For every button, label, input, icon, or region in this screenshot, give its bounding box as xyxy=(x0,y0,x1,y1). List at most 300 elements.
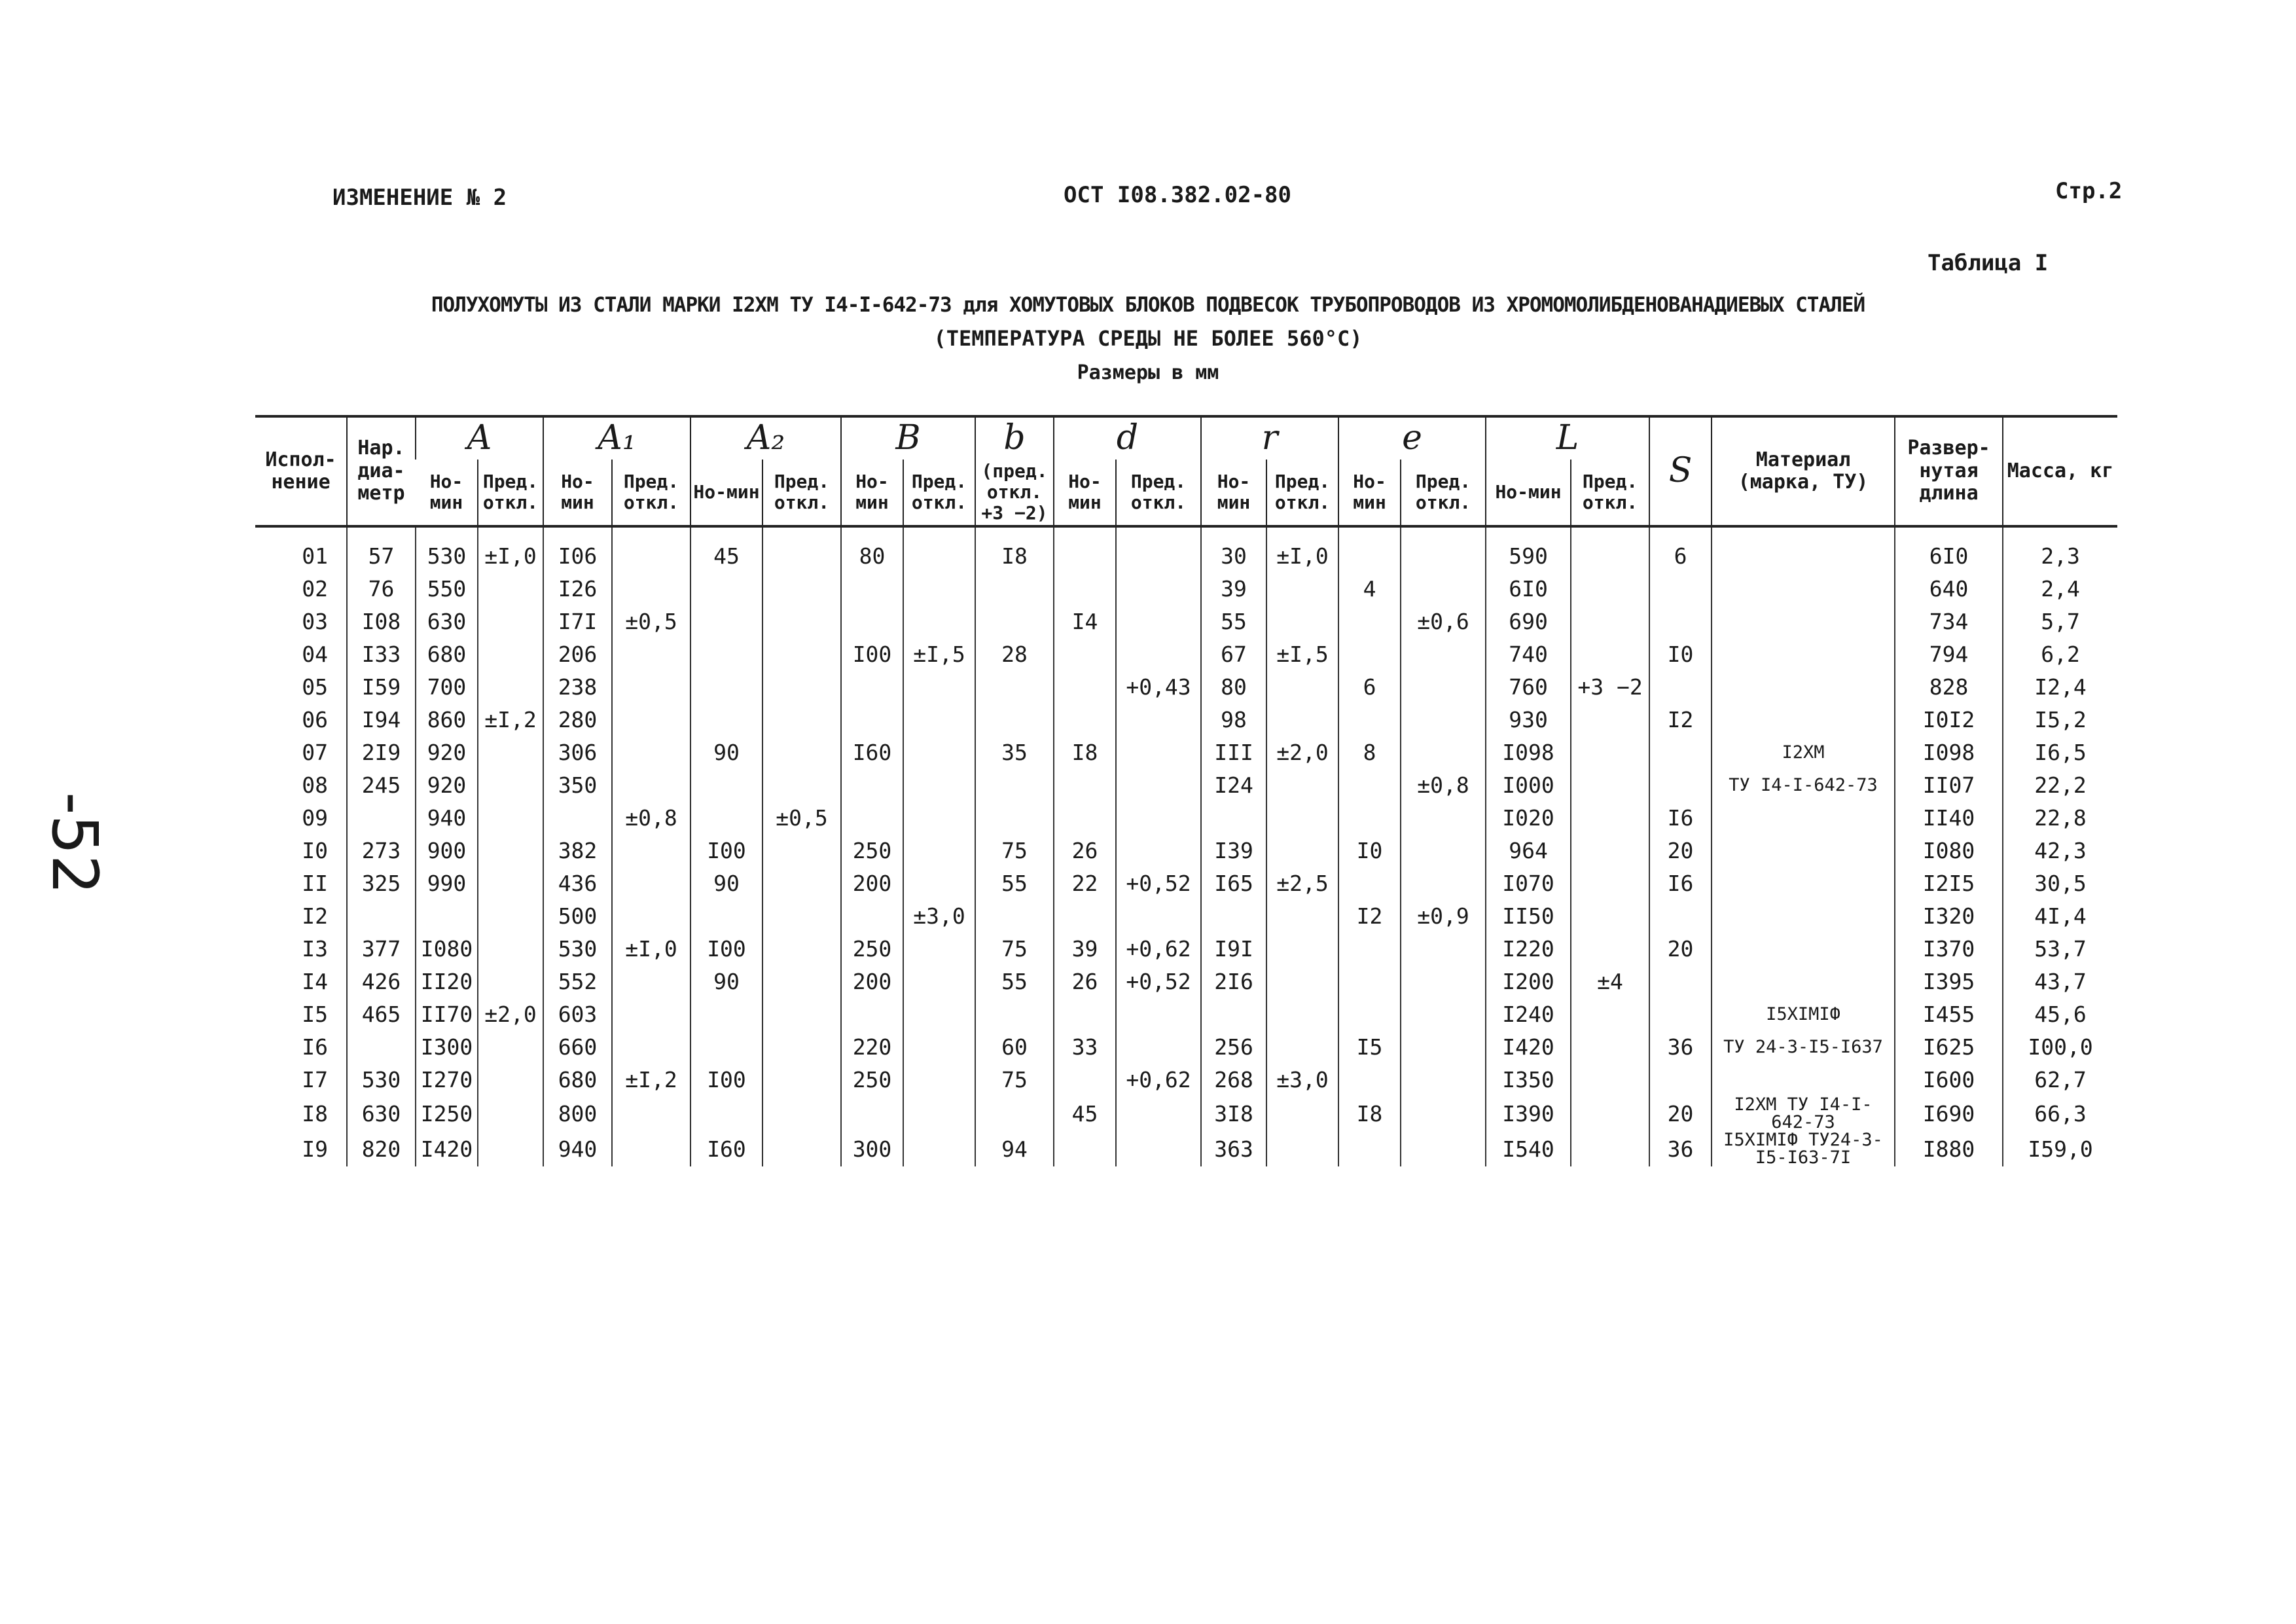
cell-d-pred xyxy=(1116,638,1201,670)
cell-r-nomin: 39 xyxy=(1201,572,1266,605)
cell-r-pred xyxy=(1266,703,1338,736)
cell-ispolnenie: 09 xyxy=(302,804,328,831)
cell-d-pred xyxy=(1116,572,1201,605)
cell-A2-pred xyxy=(762,638,841,670)
cell-A2-nomin: I00 xyxy=(691,1063,762,1096)
cell-r-pred: ±2,0 xyxy=(1266,736,1338,768)
cell-d-nomin xyxy=(1054,638,1116,670)
cell-L-pred xyxy=(1571,768,1649,801)
cell-b-nomin xyxy=(975,605,1054,638)
cell-B-pred xyxy=(903,1131,975,1166)
cell-e-nomin xyxy=(1338,1063,1401,1096)
cell-r-nomin: 98 xyxy=(1201,703,1266,736)
cell-A1-pred xyxy=(612,703,691,736)
table-row xyxy=(255,932,2117,965)
table-row xyxy=(255,834,2117,867)
cell-d-nomin xyxy=(1054,1063,1116,1096)
cell-r-pred xyxy=(1266,1030,1338,1063)
cell-r-pred xyxy=(1266,965,1338,998)
cell-A2-pred: ±0,5 xyxy=(762,801,841,834)
cell-A-nomin: II20 xyxy=(416,965,478,998)
cell-b-nomin: 60 xyxy=(975,1030,1054,1063)
cell-B-pred: ±3,0 xyxy=(903,899,975,932)
cell-r-nomin: 55 xyxy=(1201,605,1266,638)
cell-b-nomin xyxy=(975,572,1054,605)
cell-d-pred: +0,52 xyxy=(1116,867,1201,899)
cell-A2-nomin: I00 xyxy=(691,834,762,867)
cell-A2-nomin xyxy=(691,572,762,605)
cell-L-nomin: I020 xyxy=(1486,801,1571,834)
cell-B-pred xyxy=(903,526,975,572)
cell-r-pred xyxy=(1266,768,1338,801)
cell-A-pred xyxy=(478,801,543,834)
cell-e-nomin: 6 xyxy=(1338,670,1401,703)
cell-L-pred xyxy=(1571,1030,1649,1063)
cell-massa: I2,4 xyxy=(2003,670,2117,703)
cell-e-pred: ±0,9 xyxy=(1401,899,1486,932)
cell-r-pred xyxy=(1266,899,1338,932)
cell-L-nomin: I098 xyxy=(1486,736,1571,768)
cell-A-nomin: 530 xyxy=(416,526,478,572)
sub-pred-otkl: Пред. откл. xyxy=(1401,460,1486,527)
cell-A-nomin: I080 xyxy=(416,932,478,965)
cell-razvernutaya: I098 xyxy=(1895,736,2003,768)
cell-A1-pred xyxy=(612,768,691,801)
cell-material xyxy=(1712,965,1895,998)
cell-B-nomin: 250 xyxy=(841,932,903,965)
cell-S: 20 xyxy=(1649,1096,1712,1131)
sub-b-tolerance: (пред. откл. +3 −2) xyxy=(975,460,1054,527)
cell-A1-pred xyxy=(612,572,691,605)
cell-S: 36 xyxy=(1649,1030,1712,1063)
cell-A-nomin: 550 xyxy=(416,572,478,605)
cell-L-pred xyxy=(1571,703,1649,736)
cell-b-nomin xyxy=(975,998,1054,1030)
cell-razvernutaya: I0I2 xyxy=(1895,703,2003,736)
col-A2: A₂ xyxy=(691,416,841,460)
cell-r-nomin xyxy=(1201,998,1266,1030)
cell-d-pred: +0,52 xyxy=(1116,965,1201,998)
col-e: e xyxy=(1338,416,1486,460)
title-line-1: ПОЛУХОМУТЫ ИЗ СТАЛИ МАРКИ I2ХМ ТУ I4-I-642-73 для ХОМУТОВЫХ БЛОКОВ ПОДВЕСОК ТРУБОПРОВОДОВ ИЗ ХРОМОМОЛИБДЕНОВАНАДИЕВЫХ СТАЛЕЙ xyxy=(431,293,1865,317)
cell-material xyxy=(1712,899,1895,932)
cell-A2-pred xyxy=(762,670,841,703)
cell-ispolnenie: 08 xyxy=(302,772,328,798)
cell-r-pred: ±I,0 xyxy=(1266,526,1338,572)
cell-S xyxy=(1649,1063,1712,1096)
col-B: B xyxy=(841,416,975,460)
cell-S: I6 xyxy=(1649,801,1712,834)
cell-e-pred xyxy=(1401,572,1486,605)
cell-B-pred xyxy=(903,736,975,768)
cell-L-nomin: I240 xyxy=(1486,998,1571,1030)
cell-nar-diametr: I08 xyxy=(347,605,416,638)
cell-b-nomin xyxy=(975,703,1054,736)
cell-b-nomin xyxy=(975,768,1054,801)
cell-A-pred: ±I,2 xyxy=(478,703,543,736)
cell-L-nomin: I540 xyxy=(1486,1131,1571,1166)
cell-A1-pred xyxy=(612,899,691,932)
cell-material: ТУ I4-I-642-73 xyxy=(1712,768,1895,801)
cell-b-nomin: 75 xyxy=(975,1063,1054,1096)
cell-A2-nomin xyxy=(691,605,762,638)
cell-razvernutaya: 828 xyxy=(1895,670,2003,703)
cell-nar-diametr: 57 xyxy=(347,526,416,572)
cell-A2-pred xyxy=(762,899,841,932)
cell-L-nomin: II50 xyxy=(1486,899,1571,932)
cell-ispolnenie: I5 xyxy=(302,1001,328,1027)
cell-d-nomin: 22 xyxy=(1054,867,1116,899)
cell-S: 20 xyxy=(1649,834,1712,867)
cell-razvernutaya: 6I0 xyxy=(1895,526,2003,572)
cell-razvernutaya: I370 xyxy=(1895,932,2003,965)
cell-razvernutaya: 734 xyxy=(1895,605,2003,638)
cell-d-pred xyxy=(1116,834,1201,867)
cell-L-nomin: 740 xyxy=(1486,638,1571,670)
table-row xyxy=(255,1063,2117,1096)
cell-d-pred xyxy=(1116,1096,1201,1131)
cell-e-nomin xyxy=(1338,1131,1401,1166)
cell-A-nomin: 630 xyxy=(416,605,478,638)
cell-A1-nomin: 530 xyxy=(543,932,612,965)
cell-A2-nomin xyxy=(691,768,762,801)
cell-A-nomin: II70 xyxy=(416,998,478,1030)
sub-nomin: Но-мин xyxy=(691,460,762,527)
cell-e-pred xyxy=(1401,932,1486,965)
cell-A-pred xyxy=(478,965,543,998)
cell-ispolnenie: 07 xyxy=(302,739,328,765)
cell-d-nomin xyxy=(1054,703,1116,736)
cell-B-pred xyxy=(903,605,975,638)
sub-nomin: Но-мин xyxy=(1201,460,1266,527)
cell-A2-pred xyxy=(762,736,841,768)
cell-nar-diametr: 465 xyxy=(347,998,416,1030)
cell-L-pred xyxy=(1571,736,1649,768)
cell-e-nomin: 8 xyxy=(1338,736,1401,768)
col-massa: Масса, кг xyxy=(2003,416,2117,526)
cell-nar-diametr: 273 xyxy=(347,834,416,867)
cell-material xyxy=(1712,1063,1895,1096)
cell-e-pred xyxy=(1401,736,1486,768)
cell-r-pred xyxy=(1266,572,1338,605)
cell-A1-pred xyxy=(612,965,691,998)
cell-L-pred xyxy=(1571,1096,1649,1131)
cell-nar-diametr xyxy=(347,801,416,834)
cell-r-nomin: I24 xyxy=(1201,768,1266,801)
cell-r-pred xyxy=(1266,998,1338,1030)
cell-S xyxy=(1649,670,1712,703)
cell-A-pred xyxy=(478,834,543,867)
cell-A-nomin: 920 xyxy=(416,736,478,768)
cell-massa: 2,4 xyxy=(2003,572,2117,605)
cell-A1-nomin: 238 xyxy=(543,670,612,703)
cell-e-nomin xyxy=(1338,867,1401,899)
cell-b-nomin: 55 xyxy=(975,867,1054,899)
cell-b-nomin xyxy=(975,1096,1054,1131)
cell-massa: 43,7 xyxy=(2003,965,2117,998)
cell-b-nomin: 35 xyxy=(975,736,1054,768)
sub-pred-otkl: Пред. откл. xyxy=(903,460,975,527)
cell-b-nomin xyxy=(975,899,1054,932)
cell-ispolnenie: 01 xyxy=(302,543,328,569)
cell-B-nomin: 300 xyxy=(841,1131,903,1166)
cell-A1-nomin: 436 xyxy=(543,867,612,899)
cell-S xyxy=(1649,768,1712,801)
page-number: Стр.2 xyxy=(2055,178,2123,204)
cell-A-pred xyxy=(478,1063,543,1096)
cell-massa: 53,7 xyxy=(2003,932,2117,965)
cell-nar-diametr xyxy=(347,1030,416,1063)
cell-ispolnenie: 05 xyxy=(302,674,328,700)
cell-B-pred xyxy=(903,670,975,703)
cell-A2-pred xyxy=(762,1096,841,1131)
col-b: b xyxy=(975,416,1054,460)
cell-razvernutaya: 640 xyxy=(1895,572,2003,605)
cell-A2-pred xyxy=(762,526,841,572)
cell-A1-nomin: 680 xyxy=(543,1063,612,1096)
cell-A2-pred xyxy=(762,768,841,801)
cell-e-pred xyxy=(1401,670,1486,703)
cell-d-nomin: I4 xyxy=(1054,605,1116,638)
table-row xyxy=(255,736,2117,768)
cell-B-nomin: 80 xyxy=(841,526,903,572)
cell-e-nomin: I5 xyxy=(1338,1030,1401,1063)
cell-d-nomin: 26 xyxy=(1054,965,1116,998)
cell-B-nomin: 200 xyxy=(841,965,903,998)
cell-d-nomin xyxy=(1054,899,1116,932)
cell-massa: 4I,4 xyxy=(2003,899,2117,932)
cell-A1-pred xyxy=(612,526,691,572)
cell-B-pred xyxy=(903,932,975,965)
cell-A1-nomin: I26 xyxy=(543,572,612,605)
col-d: d xyxy=(1054,416,1201,460)
cell-A2-pred xyxy=(762,998,841,1030)
cell-d-pred xyxy=(1116,1030,1201,1063)
cell-B-nomin xyxy=(841,703,903,736)
cell-S xyxy=(1649,605,1712,638)
cell-B-nomin xyxy=(841,768,903,801)
cell-A-pred: ±2,0 xyxy=(478,998,543,1030)
cell-e-nomin xyxy=(1338,932,1401,965)
cell-A2-nomin: 90 xyxy=(691,867,762,899)
cell-d-nomin: 45 xyxy=(1054,1096,1116,1131)
cell-L-pred xyxy=(1571,638,1649,670)
cell-massa: 22,2 xyxy=(2003,768,2117,801)
cell-A-nomin: 990 xyxy=(416,867,478,899)
cell-L-pred xyxy=(1571,605,1649,638)
cell-L-nomin: I000 xyxy=(1486,768,1571,801)
cell-A-pred xyxy=(478,932,543,965)
cell-A-pred xyxy=(478,605,543,638)
cell-L-pred xyxy=(1571,932,1649,965)
cell-d-nomin xyxy=(1054,998,1116,1030)
cell-e-nomin: I2 xyxy=(1338,899,1401,932)
cell-S xyxy=(1649,965,1712,998)
cell-A1-pred: ±I,0 xyxy=(612,932,691,965)
cell-material: I2ХМ ТУ I4-I-642-73 xyxy=(1712,1096,1895,1131)
table-row xyxy=(255,670,2117,703)
cell-b-nomin: 75 xyxy=(975,932,1054,965)
table-row xyxy=(255,867,2117,899)
cell-A2-pred xyxy=(762,1030,841,1063)
cell-B-pred xyxy=(903,572,975,605)
cell-A-pred xyxy=(478,572,543,605)
sub-pred-otkl: Пред. откл. xyxy=(612,460,691,527)
cell-A1-nomin xyxy=(543,801,612,834)
cell-A-pred xyxy=(478,768,543,801)
cell-ispolnenie: 03 xyxy=(302,608,328,634)
cell-A2-nomin: 90 xyxy=(691,965,762,998)
sub-pred-otkl: Пред. откл. xyxy=(762,460,841,527)
cell-material xyxy=(1712,670,1895,703)
cell-A-nomin: 680 xyxy=(416,638,478,670)
cell-L-pred xyxy=(1571,998,1649,1030)
cell-B-nomin xyxy=(841,1096,903,1131)
cell-A1-nomin: 552 xyxy=(543,965,612,998)
col-S: S xyxy=(1649,416,1712,526)
cell-A2-pred xyxy=(762,572,841,605)
cell-A1-nomin: 500 xyxy=(543,899,612,932)
cell-nar-diametr: 325 xyxy=(347,867,416,899)
cell-e-nomin xyxy=(1338,703,1401,736)
cell-A1-pred xyxy=(612,670,691,703)
col-ispolnenie: Испол-нение xyxy=(255,416,347,526)
table-row xyxy=(255,572,2117,605)
table-label: Таблица I xyxy=(1928,250,2049,276)
cell-razvernutaya: I880 xyxy=(1895,1131,2003,1166)
cell-ispolnenie: I9 xyxy=(302,1136,328,1162)
cell-r-pred xyxy=(1266,801,1338,834)
cell-d-nomin xyxy=(1054,801,1116,834)
cell-e-nomin: I0 xyxy=(1338,834,1401,867)
sub-nomin: Но-мин xyxy=(1338,460,1401,527)
cell-material xyxy=(1712,572,1895,605)
sub-pred-otkl: Пред. откл. xyxy=(478,460,543,527)
cell-e-nomin xyxy=(1338,605,1401,638)
cell-B-nomin: 250 xyxy=(841,1063,903,1096)
cell-r-pred: ±3,0 xyxy=(1266,1063,1338,1096)
cell-ispolnenie: I3 xyxy=(302,935,328,962)
cell-e-pred xyxy=(1401,1063,1486,1096)
cell-B-nomin xyxy=(841,670,903,703)
cell-e-nomin xyxy=(1338,801,1401,834)
table-row xyxy=(255,1096,2117,1131)
cell-B-pred xyxy=(903,1096,975,1131)
cell-L-pred: ±4 xyxy=(1571,965,1649,998)
cell-d-pred xyxy=(1116,605,1201,638)
cell-L-nomin: 690 xyxy=(1486,605,1571,638)
cell-material xyxy=(1712,932,1895,965)
cell-A1-pred xyxy=(612,1131,691,1166)
cell-L-nomin: 930 xyxy=(1486,703,1571,736)
cell-r-nomin: 30 xyxy=(1201,526,1266,572)
cell-r-pred xyxy=(1266,1131,1338,1166)
cell-L-nomin: I220 xyxy=(1486,932,1571,965)
cell-L-pred xyxy=(1571,1131,1649,1166)
cell-A2-pred xyxy=(762,932,841,965)
cell-A2-pred xyxy=(762,834,841,867)
cell-A1-nomin: 382 xyxy=(543,834,612,867)
cell-B-nomin xyxy=(841,899,903,932)
cell-S: 36 xyxy=(1649,1131,1712,1166)
cell-S: 6 xyxy=(1649,526,1712,572)
cell-S: I0 xyxy=(1649,638,1712,670)
cell-razvernutaya: I690 xyxy=(1895,1096,2003,1131)
cell-A-pred xyxy=(478,638,543,670)
table-row xyxy=(255,998,2117,1030)
cell-A1-nomin: 206 xyxy=(543,638,612,670)
cell-d-pred xyxy=(1116,1131,1201,1166)
cell-A-nomin: 940 xyxy=(416,801,478,834)
cell-d-nomin xyxy=(1054,526,1116,572)
header-row-1 xyxy=(255,416,2117,460)
cell-A-pred xyxy=(478,670,543,703)
cell-nar-diametr: 630 xyxy=(347,1096,416,1131)
cell-ispolnenie: I0 xyxy=(302,837,328,863)
cell-r-nomin: I65 xyxy=(1201,867,1266,899)
cell-nar-diametr: I59 xyxy=(347,670,416,703)
cell-A1-nomin: 280 xyxy=(543,703,612,736)
cell-A2-nomin xyxy=(691,638,762,670)
cell-r-nomin: 363 xyxy=(1201,1131,1266,1166)
cell-razvernutaya: I320 xyxy=(1895,899,2003,932)
cell-massa: I59,0 xyxy=(2003,1131,2117,1166)
cell-A2-pred xyxy=(762,1131,841,1166)
cell-material xyxy=(1712,834,1895,867)
cell-d-pred xyxy=(1116,768,1201,801)
cell-razvernutaya: I625 xyxy=(1895,1030,2003,1063)
cell-material xyxy=(1712,867,1895,899)
cell-razvernutaya: II40 xyxy=(1895,801,2003,834)
cell-ispolnenie: 02 xyxy=(302,575,328,602)
cell-ispolnenie: 06 xyxy=(302,706,328,732)
cell-A2-nomin: 90 xyxy=(691,736,762,768)
cell-b-nomin: 94 xyxy=(975,1131,1054,1166)
cell-B-nomin xyxy=(841,998,903,1030)
cell-A-nomin: 860 xyxy=(416,703,478,736)
cell-L-pred xyxy=(1571,834,1649,867)
cell-e-pred xyxy=(1401,1131,1486,1166)
table-row xyxy=(255,1131,2117,1166)
cell-B-pred xyxy=(903,1063,975,1096)
cell-A-nomin: I300 xyxy=(416,1030,478,1063)
cell-A1-nomin: 940 xyxy=(543,1131,612,1166)
cell-b-nomin: 55 xyxy=(975,965,1054,998)
cell-massa: 66,3 xyxy=(2003,1096,2117,1131)
cell-d-nomin: 39 xyxy=(1054,932,1116,965)
col-A1: A₁ xyxy=(543,416,691,460)
cell-razvernutaya: II07 xyxy=(1895,768,2003,801)
cell-B-pred: ±I,5 xyxy=(903,638,975,670)
cell-A1-pred xyxy=(612,998,691,1030)
col-L: L xyxy=(1486,416,1649,460)
cell-material xyxy=(1712,801,1895,834)
cell-B-nomin: I00 xyxy=(841,638,903,670)
cell-B-pred xyxy=(903,965,975,998)
sub-nomin: Но-мин xyxy=(416,460,478,527)
cell-nar-diametr: 245 xyxy=(347,768,416,801)
cell-A-pred: ±I,0 xyxy=(478,526,543,572)
cell-massa: 2,3 xyxy=(2003,526,2117,572)
cell-r-pred: ±2,5 xyxy=(1266,867,1338,899)
col-razvernutaya: Развер-нутая длина xyxy=(1895,416,2003,526)
cell-d-pred: +0,62 xyxy=(1116,1063,1201,1096)
cell-massa: 6,2 xyxy=(2003,638,2117,670)
cell-L-nomin: I420 xyxy=(1486,1030,1571,1063)
cell-e-pred xyxy=(1401,998,1486,1030)
cell-B-nomin: 200 xyxy=(841,867,903,899)
cell-e-nomin xyxy=(1338,638,1401,670)
